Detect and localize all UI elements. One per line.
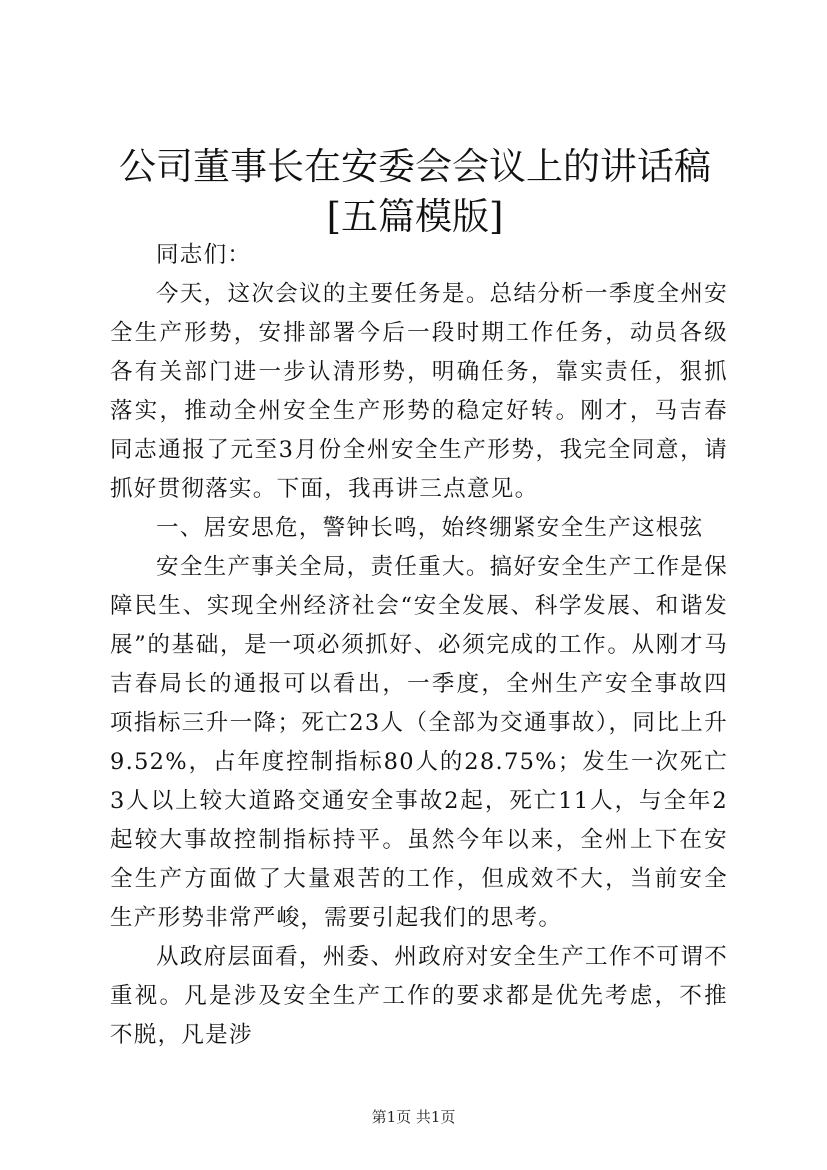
greeting: 同志们： <box>156 242 252 268</box>
paragraph-government: 从政府层面看，州委、州政府对安全生产工作不可谓不重视。凡是涉及安全生产工作的要求都是优先考虑，不推不脱，凡是涉 <box>110 944 728 1048</box>
page-number-footer: 第1页 共1页 <box>371 1108 456 1126</box>
section-heading-1: 一、居安思危，警钟长鸣，始终绷紧安全生产这根弦 <box>156 515 704 541</box>
document-body <box>110 236 728 1055</box>
paragraph-intro: 今天，这次会议的主要任务是。总结分析一季度全州安全生产形势，安排部署今后一段时期工作任务，动员各级各有关部门进一步认清形势，明确任务，靠实责任，狠抓落实，推动全州安全生产形势的稳定好转。刚才，马吉春同志通报了元至3月份全州安全生产形势，我完全同意，请抓好贯彻落实。下面，我再讲三点意见。 <box>110 281 728 502</box>
document-title: 公司董事长在安委会会议上的讲话稿[五篇模版] <box>119 145 711 238</box>
paragraph-safety: 安全生产事关全局，责任重大。搞好安全生产工作是保障民生、实现全州经济社会“安全发展、科学发展、和谐发展”的基础，是一项必须抓好、必须完成的工作。从刚才马吉春局长的通报可以看出，一季度，全州生产安全事故四项指标三升一降；死亡23人（全部为交通事故），同比上升9.52%，占年度控制指标80人的28.75%；发生一次死亡3人以上较大道路交通安全事故2起，死亡11人，与全年2起较大事故控制指标持平。虽然今年以来，全州上下在安全生产方面做了大量艰苦的工作，但成效不大，当前安全生产形势非常严峻，需要引起我们的思考。 <box>110 554 728 931</box>
